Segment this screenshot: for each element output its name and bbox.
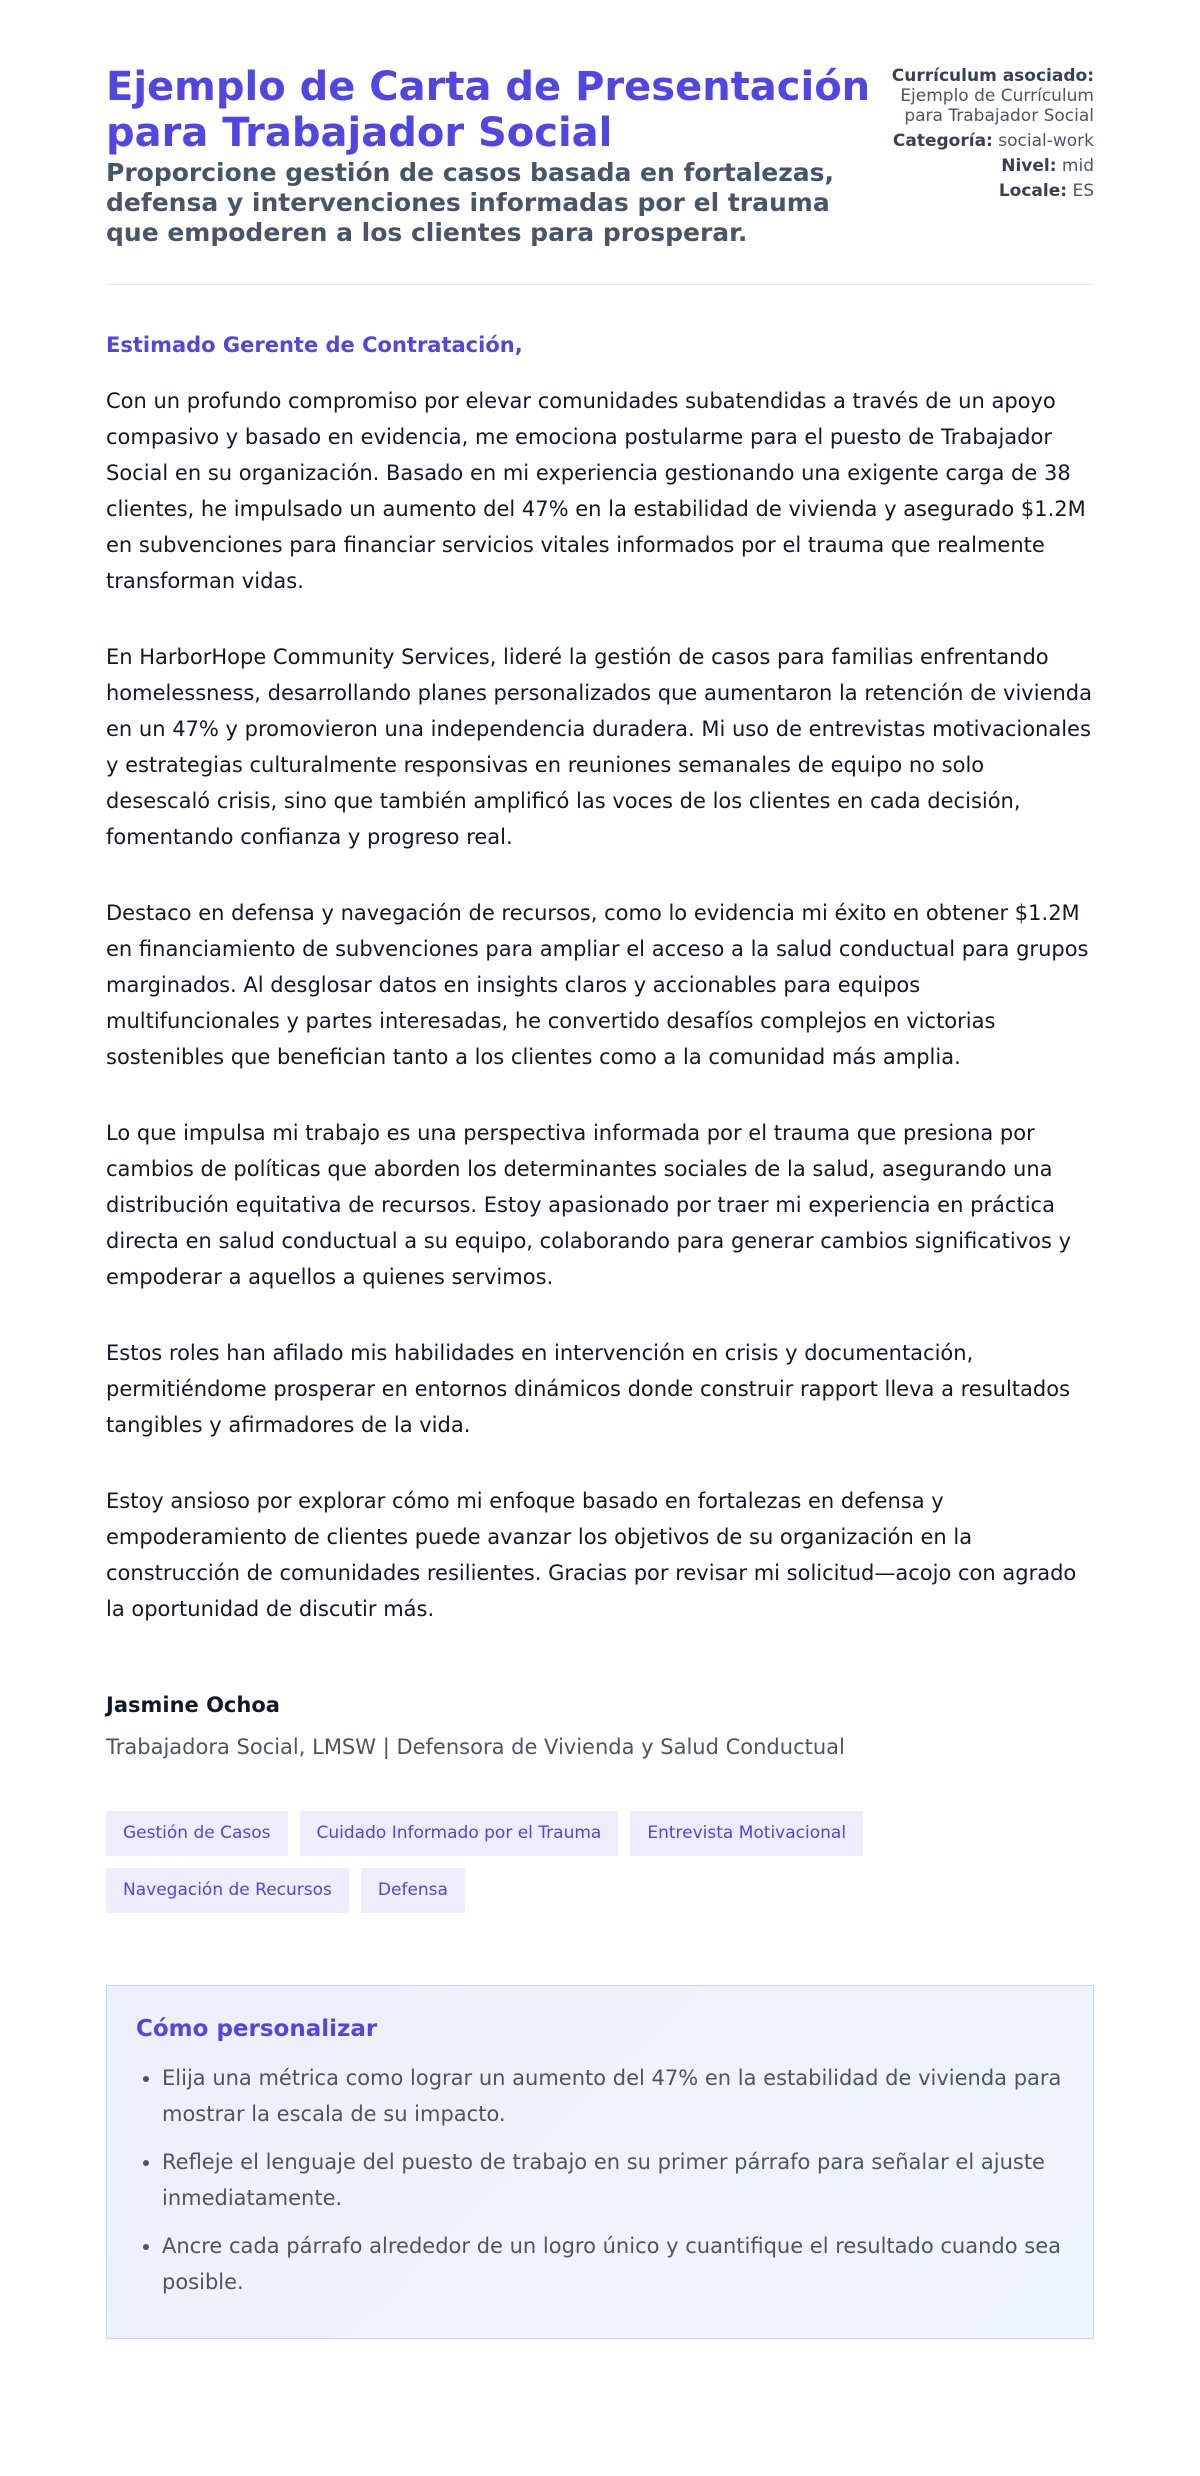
skill-tag: Entrevista Motivacional <box>630 1811 863 1856</box>
letter-greeting: Estimado Gerente de Contratación, <box>106 333 523 357</box>
signature-title: Trabajadora Social, LMSW | Defensora de Vivienda y Salud Conductual <box>106 1735 845 1759</box>
signature-name: Jasmine Ochoa <box>106 1693 280 1717</box>
metadata-panel <box>884 64 1094 206</box>
page-subtitle: Proporcione gestión de casos basada en fortalezas, defensa y intervenciones informadas por el trauma que empoderen a los clientes para prosperar. <box>106 158 835 247</box>
meta-resume <box>884 66 1094 126</box>
tip-item: • Refleje el lenguaje del puesto de trabajo en su primer párrafo para señalar el ajuste inmediatamente. <box>162 2144 1064 2216</box>
meta-level-label: Nivel: <box>1001 156 1057 176</box>
skill-tag: Gestión de Casos <box>106 1811 288 1856</box>
letter-paragraph: Estos roles han afilado mis habilidades en intervención en crisis y documentación, permitiéndome prosperar en entornos dinámicos donde construir rapport lleva a resultados tangibles y afirmadores de la vida. <box>106 1341 1071 1437</box>
cover-letter-page <box>106 64 1094 2339</box>
tip-item: • Ancre cada párrafo alrededor de un logro único y cuantifique el resultado cuando sea posible. <box>162 2228 1064 2300</box>
header-divider <box>106 284 1094 285</box>
tips-title: Cómo personalizar <box>136 2016 378 2042</box>
letter-paragraph: Con un profundo compromiso por elevar comunidades subatendidas a través de un apoyo compasivo y basado en evidencia, me emociona postularme para el puesto de Trabajador Social en su organización. Basado en mi experiencia gestionando una exigente carga de 38 clientes, he impulsado un aumento del 47% en la estabilidad de vivienda y asegurado $1.2M en subvenciones para financiar servicios vitales informados por el trauma que realmente transforman vidas. <box>106 389 1086 593</box>
customization-tips-box <box>106 1985 1094 2339</box>
tip-item: • Elija una métrica como lograr un aumento del 47% en la estabilidad de vivienda para mostrar la escala de su impacto. <box>162 2060 1064 2132</box>
meta-resume-value: Ejemplo de Currículum para Trabajador Social <box>900 86 1094 126</box>
meta-locale <box>884 181 1094 201</box>
letter-paragraph: Estoy ansioso por explorar cómo mi enfoque basado en fortalezas en defensa y empoderamiento de clientes puede avanzar los objetivos de su organización en la construcción de comunidades resilientes. Gracias por revisar mi solicitud—acojo con agrado la oportunidad de discutir más. <box>106 1489 1077 1621</box>
meta-category <box>884 131 1094 151</box>
tips-list <box>136 2060 1064 2300</box>
letter-paragraph: Lo que impulsa mi trabajo es una perspectiva informada por el trauma que presiona por cambios de políticas que aborden los determinantes sociales de la salud, asegurando una distribución equitativa de recursos. Estoy apasionado por traer mi experiencia en práctica directa en salud conductual a su equipo, colaborando para generar cambios significativos y empoderar a aquellos a quienes servimos. <box>106 1121 1072 1289</box>
letter-body <box>106 383 1094 1627</box>
meta-category-label: Categoría: <box>892 131 993 151</box>
letter-paragraph: En HarborHope Community Services, lideré la gestión de casos para familias enfrentando homelessness, desarrollando planes personalizados que aumentaron la retención de vivienda en un 47% y promovieron una independencia duradera. Mi uso de entrevistas motivacionales y estrategias culturalmente responsivas en reuniones semanales de equipo no solo desescaló crisis, sino que también amplificó las voces de los clientes en cada decisión, fomentando confianza y progreso real. <box>106 645 1092 849</box>
skill-tag: Defensa <box>361 1868 465 1913</box>
page-header <box>106 64 1094 248</box>
skill-tags <box>106 1811 906 1913</box>
header-titles <box>106 64 876 248</box>
page-title: Ejemplo de Carta de Presentación para Trabajador Social <box>106 64 871 156</box>
meta-resume-label: Currículum asociado: <box>891 66 1094 86</box>
meta-category-value: social-work <box>998 131 1094 151</box>
skill-tag: Navegación de Recursos <box>106 1868 349 1913</box>
meta-locale-value: ES <box>1072 181 1094 201</box>
meta-level <box>884 156 1094 176</box>
meta-locale-label: Locale: <box>998 181 1068 201</box>
letter-paragraph: Destaco en defensa y navegación de recursos, como lo evidencia mi éxito en obtener $1.2M en financiamiento de subvenciones para ampliar el acceso a la salud conductual para grupos marginados. Al desglosar datos en insights claros y accionables para equipos multifuncionales y partes interesadas, he convertido desafíos complejos en victorias sostenibles que benefician tanto a los clientes como a la comunidad más amplia. <box>106 901 1089 1069</box>
meta-level-value: mid <box>1061 156 1094 176</box>
skill-tag: Cuidado Informado por el Trauma <box>300 1811 619 1856</box>
